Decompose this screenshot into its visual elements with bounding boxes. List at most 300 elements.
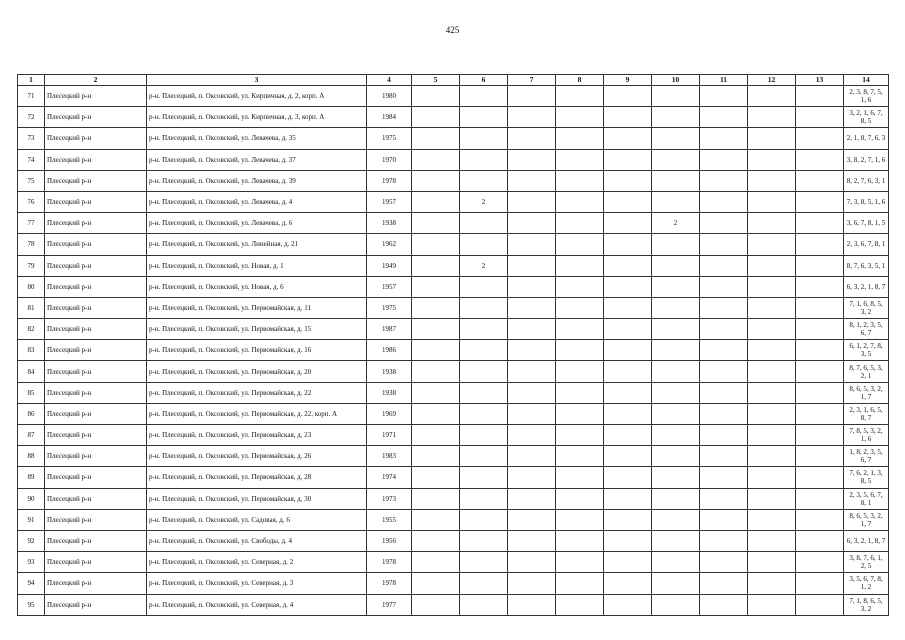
address-cell: р-н. Плесецкий, п. Оксовский, ул. Первомайская, д. 16 <box>147 340 367 361</box>
col8-cell <box>556 255 604 276</box>
address-cell: р-н. Плесецкий, п. Оксовский, ул. Первомайская, д. 28 <box>147 467 367 488</box>
year-cell: 1978 <box>367 170 412 191</box>
col8-cell <box>556 276 604 297</box>
col5-cell <box>412 297 460 318</box>
col7-cell <box>508 170 556 191</box>
col9-cell <box>604 297 652 318</box>
address-cell: р-н. Плесецкий, п. Оксовский, ул. Первомайская, д. 23 <box>147 425 367 446</box>
col7-cell <box>508 234 556 255</box>
col12-cell <box>748 170 796 191</box>
col10-cell <box>652 594 700 615</box>
col14-codes-cell: 3, 5, 6, 7, 8, 1, 2 <box>844 573 889 594</box>
col10-cell <box>652 319 700 340</box>
table-row <box>18 509 889 530</box>
year-cell: 1978 <box>367 573 412 594</box>
address-cell: р-н. Плесецкий, п. Оксовский, ул. Северная, д. 3 <box>147 573 367 594</box>
col6-cell <box>460 509 508 530</box>
row-number: 89 <box>18 467 45 488</box>
district-cell: Плесецкий р-н <box>45 170 147 191</box>
row-number: 87 <box>18 425 45 446</box>
col6-cell <box>460 297 508 318</box>
col12-cell <box>748 340 796 361</box>
address-cell: р-н. Плесецкий, п. Оксовский, ул. Левачева, д. 35 <box>147 128 367 149</box>
col6-cell <box>460 403 508 424</box>
col9-cell <box>604 361 652 382</box>
district-cell: Плесецкий р-н <box>45 86 147 107</box>
district-cell: Плесецкий р-н <box>45 149 147 170</box>
col12-cell <box>748 425 796 446</box>
col9-cell <box>604 467 652 488</box>
col7-cell <box>508 191 556 212</box>
address-cell: р-н. Плесецкий, п. Оксовский, ул. Свободы, д. 4 <box>147 530 367 551</box>
col14-codes-cell: 7, 1, 6, 8, 5, 3, 2 <box>844 297 889 318</box>
col8-cell <box>556 446 604 467</box>
col9-cell <box>604 107 652 128</box>
col8-cell <box>556 573 604 594</box>
col5-cell <box>412 425 460 446</box>
col10-cell <box>652 149 700 170</box>
year-cell: 1957 <box>367 191 412 212</box>
address-cell: р-н. Плесецкий, п. Оксовский, ул. Первомайская, д. 26 <box>147 446 367 467</box>
col8-cell <box>556 107 604 128</box>
row-number: 95 <box>18 594 45 615</box>
col14-codes-cell: 2, 3, 6, 7, 8, 1 <box>844 234 889 255</box>
col8-cell <box>556 403 604 424</box>
col5-cell <box>412 319 460 340</box>
col5-cell <box>412 170 460 191</box>
col10-cell <box>652 128 700 149</box>
col8-cell <box>556 340 604 361</box>
col10-cell <box>652 297 700 318</box>
col11-cell <box>700 530 748 551</box>
district-cell: Плесецкий р-н <box>45 107 147 128</box>
col6-cell <box>460 425 508 446</box>
col8-cell <box>556 234 604 255</box>
col11-cell <box>700 213 748 234</box>
col-header: 11 <box>700 75 748 86</box>
col11-cell <box>700 361 748 382</box>
address-cell: р-н. Плесецкий, п. Оксовский, ул. Первомайская, д. 30 <box>147 488 367 509</box>
district-cell: Плесецкий р-н <box>45 594 147 615</box>
col13-cell <box>796 530 844 551</box>
address-cell: р-н. Плесецкий, п. Оксовский, ул. Левачева, д. 37 <box>147 149 367 170</box>
col12-cell <box>748 573 796 594</box>
row-number: 81 <box>18 297 45 318</box>
col8-cell <box>556 170 604 191</box>
col5-cell <box>412 86 460 107</box>
col8-cell <box>556 467 604 488</box>
year-cell: 1971 <box>367 425 412 446</box>
year-cell: 1983 <box>367 446 412 467</box>
year-cell: 1938 <box>367 382 412 403</box>
year-cell: 1977 <box>367 594 412 615</box>
row-number: 73 <box>18 128 45 149</box>
district-cell: Плесецкий р-н <box>45 191 147 212</box>
row-number: 94 <box>18 573 45 594</box>
table-row <box>18 573 889 594</box>
header-row <box>18 75 889 86</box>
col10-cell <box>652 191 700 212</box>
col5-cell <box>412 213 460 234</box>
row-number: 84 <box>18 361 45 382</box>
table-row <box>18 446 889 467</box>
col14-codes-cell: 7, 8, 5, 3, 2, 1, 6 <box>844 425 889 446</box>
col6-cell <box>460 319 508 340</box>
table-row <box>18 255 889 276</box>
col9-cell <box>604 446 652 467</box>
col13-cell <box>796 509 844 530</box>
year-cell: 1984 <box>367 107 412 128</box>
col14-codes-cell: 8, 7, 6, 5, 3, 2, 1 <box>844 361 889 382</box>
col13-cell <box>796 107 844 128</box>
row-number: 75 <box>18 170 45 191</box>
col8-cell <box>556 509 604 530</box>
district-cell: Плесецкий р-н <box>45 234 147 255</box>
col13-cell <box>796 382 844 403</box>
col7-cell <box>508 128 556 149</box>
col12-cell <box>748 488 796 509</box>
col9-cell <box>604 255 652 276</box>
col9-cell <box>604 340 652 361</box>
row-number: 86 <box>18 403 45 424</box>
district-cell: Плесецкий р-н <box>45 446 147 467</box>
col-header: 5 <box>412 75 460 86</box>
col13-cell <box>796 425 844 446</box>
col13-cell <box>796 191 844 212</box>
col14-codes-cell: 8, 6, 5, 3, 2, 1, 7 <box>844 382 889 403</box>
col11-cell <box>700 276 748 297</box>
col12-cell <box>748 530 796 551</box>
col5-cell <box>412 573 460 594</box>
col7-cell <box>508 509 556 530</box>
col6-cell <box>460 149 508 170</box>
col7-cell <box>508 149 556 170</box>
col5-cell <box>412 552 460 573</box>
col-header: 7 <box>508 75 556 86</box>
row-number: 82 <box>18 319 45 340</box>
col14-codes-cell: 8, 7, 6, 3, 5, 1 <box>844 255 889 276</box>
col14-codes-cell: 3, 2, 1, 6, 7, 8, 5 <box>844 107 889 128</box>
col7-cell <box>508 425 556 446</box>
table-row <box>18 382 889 403</box>
table-row <box>18 403 889 424</box>
col5-cell <box>412 382 460 403</box>
col11-cell <box>700 573 748 594</box>
col9-cell <box>604 149 652 170</box>
col7-cell <box>508 488 556 509</box>
col9-cell <box>604 213 652 234</box>
col10-cell <box>652 255 700 276</box>
col6-cell <box>460 340 508 361</box>
col10-cell <box>652 530 700 551</box>
col10-cell <box>652 552 700 573</box>
address-cell: р-н. Плесецкий, п. Оксовский, ул. Левачева, д. 4 <box>147 191 367 212</box>
table-row <box>18 552 889 573</box>
col12-cell <box>748 467 796 488</box>
col13-cell <box>796 213 844 234</box>
col14-codes-cell: 2, 3, 8, 7, 5, 1, 6 <box>844 86 889 107</box>
table-row <box>18 530 889 551</box>
col11-cell <box>700 319 748 340</box>
col14-codes-cell: 6, 3, 2, 1, 8, 7 <box>844 276 889 297</box>
year-cell: 1975 <box>367 128 412 149</box>
col11-cell <box>700 446 748 467</box>
year-cell: 1980 <box>367 86 412 107</box>
col7-cell <box>508 340 556 361</box>
col12-cell <box>748 594 796 615</box>
col12-cell <box>748 446 796 467</box>
col10-cell <box>652 573 700 594</box>
table-body <box>18 86 889 616</box>
col13-cell <box>796 467 844 488</box>
row-number: 79 <box>18 255 45 276</box>
col6-cell <box>460 382 508 403</box>
col14-codes-cell: 2, 3, 5, 6, 7, 8, 1 <box>844 488 889 509</box>
district-cell: Плесецкий р-н <box>45 552 147 573</box>
col6-cell <box>460 170 508 191</box>
col10-cell <box>652 170 700 191</box>
col9-cell <box>604 594 652 615</box>
col8-cell <box>556 552 604 573</box>
col10-cell <box>652 382 700 403</box>
col13-cell <box>796 403 844 424</box>
col7-cell <box>508 276 556 297</box>
district-cell: Плесецкий р-н <box>45 213 147 234</box>
col13-cell <box>796 170 844 191</box>
col-header: 4 <box>367 75 412 86</box>
col11-cell <box>700 382 748 403</box>
col11-cell <box>700 107 748 128</box>
col7-cell <box>508 86 556 107</box>
col6-cell <box>460 86 508 107</box>
col12-cell <box>748 149 796 170</box>
col6-cell <box>460 213 508 234</box>
col10-cell <box>652 467 700 488</box>
address-cell: р-н. Плесецкий, п. Оксовский, ул. Линейная, д. 21 <box>147 234 367 255</box>
col6-cell <box>460 594 508 615</box>
col12-cell <box>748 382 796 403</box>
table-row <box>18 340 889 361</box>
table-row <box>18 297 889 318</box>
col12-cell <box>748 297 796 318</box>
col5-cell <box>412 509 460 530</box>
table-row <box>18 467 889 488</box>
address-cell: р-н. Плесецкий, п. Оксовский, ул. Первомайская, д. 11 <box>147 297 367 318</box>
col12-cell <box>748 552 796 573</box>
col9-cell <box>604 191 652 212</box>
year-cell: 1974 <box>367 467 412 488</box>
col12-cell <box>748 319 796 340</box>
col10-cell <box>652 340 700 361</box>
year-cell: 1957 <box>367 276 412 297</box>
col6-cell <box>460 552 508 573</box>
row-number: 71 <box>18 86 45 107</box>
col7-cell <box>508 297 556 318</box>
address-cell: р-н. Плесецкий, п. Оксовский, ул. Первомайская, д. 15 <box>147 319 367 340</box>
col13-cell <box>796 446 844 467</box>
col11-cell <box>700 340 748 361</box>
row-number: 92 <box>18 530 45 551</box>
col11-cell <box>700 234 748 255</box>
col7-cell <box>508 213 556 234</box>
col14-codes-cell: 8, 1, 2, 3, 5, 6, 7 <box>844 319 889 340</box>
table-row <box>18 86 889 107</box>
col12-cell <box>748 86 796 107</box>
col-header: 14 <box>844 75 889 86</box>
col8-cell <box>556 149 604 170</box>
table-row <box>18 170 889 191</box>
col5-cell <box>412 191 460 212</box>
col-header: 9 <box>604 75 652 86</box>
address-cell: р-н. Плесецкий, п. Оксовский, ул. Кирпичная, д. 2, корп. А <box>147 86 367 107</box>
district-cell: Плесецкий р-н <box>45 509 147 530</box>
table-row <box>18 234 889 255</box>
col14-codes-cell: 3, 6, 7, 8, 1, 5 <box>844 213 889 234</box>
row-number: 91 <box>18 509 45 530</box>
row-number: 80 <box>18 276 45 297</box>
col9-cell <box>604 403 652 424</box>
year-cell: 1955 <box>367 509 412 530</box>
year-cell: 1949 <box>367 255 412 276</box>
col6-cell <box>460 530 508 551</box>
col14-codes-cell: 6, 1, 2, 7, 8, 3, 5 <box>844 340 889 361</box>
col-header: 13 <box>796 75 844 86</box>
year-cell: 1938 <box>367 361 412 382</box>
col10-cell <box>652 276 700 297</box>
col13-cell <box>796 594 844 615</box>
year-cell: 1956 <box>367 530 412 551</box>
year-cell: 1978 <box>367 552 412 573</box>
district-cell: Плесецкий р-н <box>45 467 147 488</box>
col13-cell <box>796 255 844 276</box>
col5-cell <box>412 149 460 170</box>
table-row <box>18 191 889 212</box>
col11-cell <box>700 149 748 170</box>
col13-cell <box>796 276 844 297</box>
col5-cell <box>412 446 460 467</box>
year-cell: 1938 <box>367 213 412 234</box>
col10-cell <box>652 361 700 382</box>
table-row <box>18 128 889 149</box>
col13-cell <box>796 234 844 255</box>
col9-cell <box>604 488 652 509</box>
col7-cell <box>508 255 556 276</box>
col10-cell <box>652 234 700 255</box>
year-cell: 1975 <box>367 297 412 318</box>
address-cell: р-н. Плесецкий, п. Оксовский, ул. Северная, д. 4 <box>147 594 367 615</box>
col9-cell <box>604 234 652 255</box>
col6-cell: 2 <box>460 191 508 212</box>
col-header: 12 <box>748 75 796 86</box>
col11-cell <box>700 552 748 573</box>
col5-cell <box>412 234 460 255</box>
col11-cell <box>700 255 748 276</box>
col14-codes-cell: 8, 2, 7, 6, 3, 1 <box>844 170 889 191</box>
col14-codes-cell: 3, 8, 7, 6, 1, 2, 5 <box>844 552 889 573</box>
col8-cell <box>556 488 604 509</box>
district-cell: Плесецкий р-н <box>45 382 147 403</box>
row-number: 78 <box>18 234 45 255</box>
col5-cell <box>412 594 460 615</box>
address-cell: р-н. Плесецкий, п. Оксовский, ул. Первомайская, д. 20 <box>147 361 367 382</box>
col6-cell <box>460 573 508 594</box>
col11-cell <box>700 425 748 446</box>
row-number: 83 <box>18 340 45 361</box>
district-cell: Плесецкий р-н <box>45 128 147 149</box>
col14-codes-cell: 2, 1, 8, 7, 6, 3 <box>844 128 889 149</box>
row-number: 72 <box>18 107 45 128</box>
data-table <box>17 74 889 616</box>
col5-cell <box>412 361 460 382</box>
col14-codes-cell: 7, 3, 8, 5, 1, 6 <box>844 191 889 212</box>
col11-cell <box>700 170 748 191</box>
row-number: 90 <box>18 488 45 509</box>
col9-cell <box>604 128 652 149</box>
col7-cell <box>508 319 556 340</box>
col7-cell <box>508 530 556 551</box>
col8-cell <box>556 530 604 551</box>
col8-cell <box>556 128 604 149</box>
col11-cell <box>700 191 748 212</box>
col12-cell <box>748 255 796 276</box>
col6-cell: 2 <box>460 255 508 276</box>
col11-cell <box>700 403 748 424</box>
col13-cell <box>796 552 844 573</box>
col14-codes-cell: 2, 3, 1, 6, 5, 8, 7 <box>844 403 889 424</box>
col7-cell <box>508 403 556 424</box>
col5-cell <box>412 128 460 149</box>
col5-cell <box>412 403 460 424</box>
address-cell: р-н. Плесецкий, п. Оксовский, ул. Новая, д. 6 <box>147 276 367 297</box>
address-cell: р-н. Плесецкий, п. Оксовский, ул. Первомайская, д. 22, корп. А <box>147 403 367 424</box>
table-row <box>18 149 889 170</box>
district-cell: Плесецкий р-н <box>45 425 147 446</box>
col6-cell <box>460 488 508 509</box>
col13-cell <box>796 340 844 361</box>
district-cell: Плесецкий р-н <box>45 255 147 276</box>
col11-cell <box>700 467 748 488</box>
col-header: 1 <box>18 75 45 86</box>
address-cell: р-н. Плесецкий, п. Оксовский, ул. Новая, д. 1 <box>147 255 367 276</box>
table-row <box>18 425 889 446</box>
col12-cell <box>748 509 796 530</box>
col5-cell <box>412 467 460 488</box>
year-cell: 1969 <box>367 403 412 424</box>
col6-cell <box>460 128 508 149</box>
col11-cell <box>700 509 748 530</box>
col12-cell <box>748 361 796 382</box>
col7-cell <box>508 573 556 594</box>
col14-codes-cell: 7, 1, 8, 6, 5, 3, 2 <box>844 594 889 615</box>
row-number: 85 <box>18 382 45 403</box>
col12-cell <box>748 191 796 212</box>
table-row <box>18 213 889 234</box>
col13-cell <box>796 319 844 340</box>
col7-cell <box>508 552 556 573</box>
col10-cell <box>652 446 700 467</box>
col8-cell <box>556 361 604 382</box>
col8-cell <box>556 191 604 212</box>
col5-cell <box>412 530 460 551</box>
col13-cell <box>796 86 844 107</box>
col12-cell <box>748 403 796 424</box>
col5-cell <box>412 107 460 128</box>
col11-cell <box>700 297 748 318</box>
col11-cell <box>700 488 748 509</box>
col11-cell <box>700 86 748 107</box>
col6-cell <box>460 467 508 488</box>
col9-cell <box>604 382 652 403</box>
